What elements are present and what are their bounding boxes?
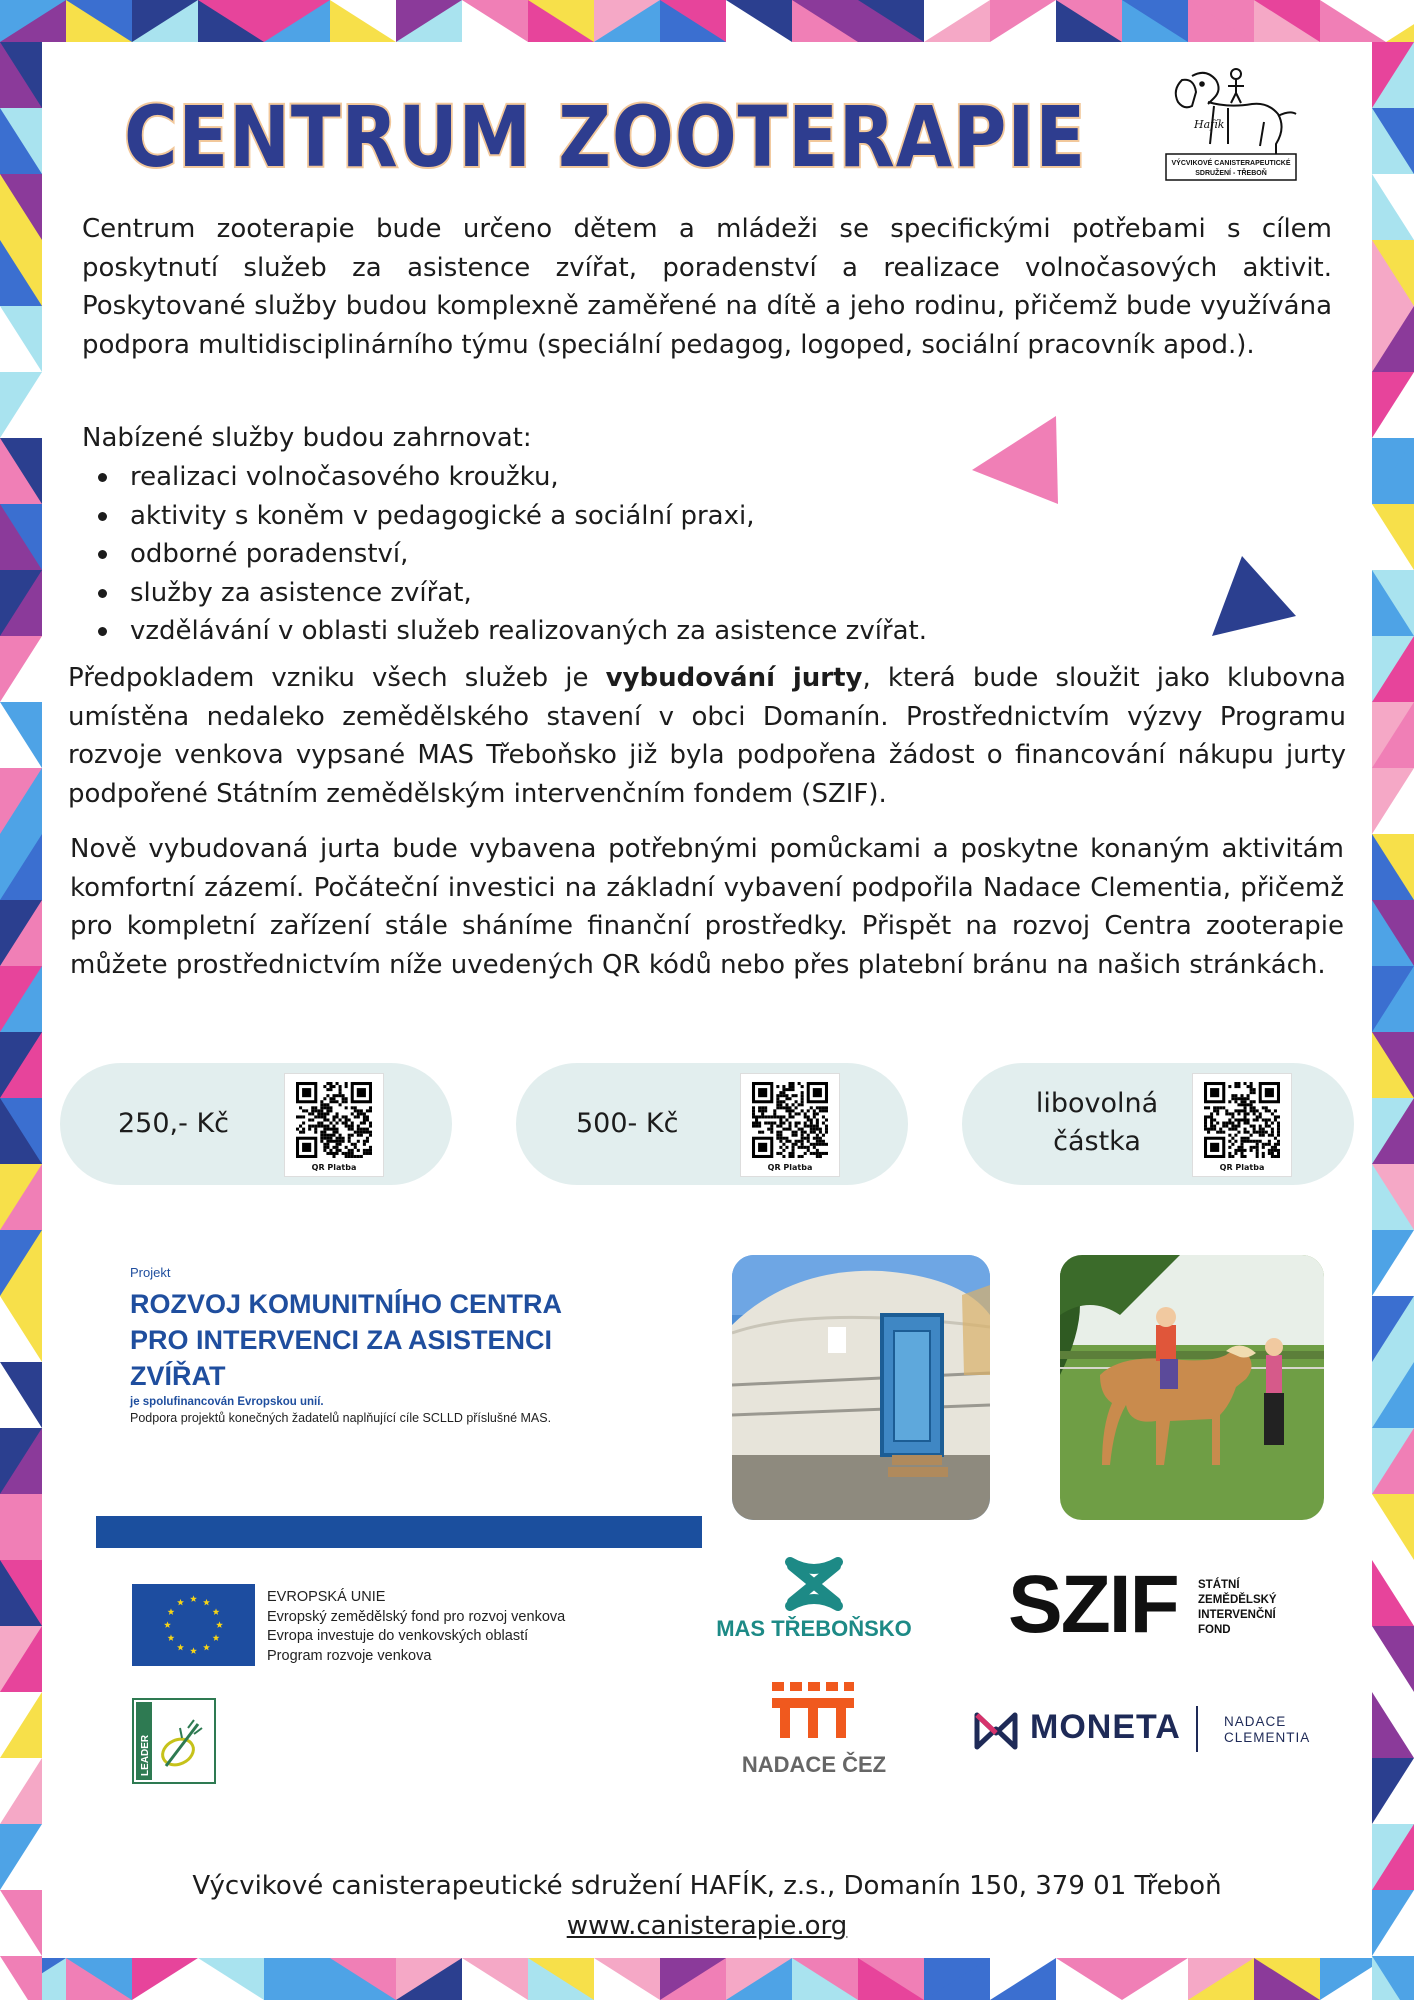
eu-text	[267, 1588, 565, 1666]
equipment-paragraph: Nově vybudovaná jurta bude vybavena potřebnými pomůckami a poskytne konaným aktivitám komfortní zázemí. Počáteční investici na základní vybavení podpořila Nadace Clementia, přičemž pro kompletní zařízení stále sháníme finanční prostředky. Přispět na rozvoj Centra zooterapie můžete prostřednictvím níže uvedených QR kódů nebo přes platební bránu na našich stránkách.	[70, 834, 1344, 980]
footer-address: Výcvikové canisterapeutické sdružení HAFÍK, z.s., Domanín 150, 379 01 Třeboň	[192, 1871, 1222, 1901]
leader-logo	[132, 1698, 216, 1784]
szif-line3: INTERVENČNÍ	[1198, 1609, 1276, 1621]
list-item-text: aktivity s koněm v pedagogické a sociální praxi,	[130, 500, 755, 531]
project-title-line2: PRO INTERVENCI ZA ASISTENCI	[130, 1325, 553, 1355]
donation-500[interactable]	[516, 1063, 908, 1185]
donation-amount: 250,- Kč	[118, 1108, 229, 1139]
navy-triangle-decoration	[1206, 552, 1302, 638]
qr-label: QR Platba	[1219, 1163, 1265, 1172]
jurta-text-bold: vybudování jurty	[605, 663, 863, 693]
list-item	[82, 535, 1082, 574]
donation-amount-line1: libovolná	[1035, 1088, 1159, 1119]
hafik-logo	[1162, 62, 1300, 186]
moneta-logo-icon	[973, 1707, 1019, 1753]
qr-code[interactable]	[284, 1073, 384, 1177]
nadace-cez-name: NADACE ČEZ	[741, 1752, 887, 1777]
list-item	[82, 497, 1082, 536]
project-blue-bar	[96, 1516, 702, 1548]
szif-line4: FOND	[1198, 1624, 1231, 1636]
bullet-icon	[98, 589, 107, 598]
moneta-line1: NADACE	[1224, 1714, 1287, 1729]
szif-line2: ZEMĚDĚLSKÝ	[1198, 1594, 1277, 1606]
eu-flag-icon	[132, 1584, 255, 1666]
donation-custom[interactable]	[962, 1063, 1354, 1185]
project-title	[130, 1286, 710, 1394]
qr-label: QR Platba	[767, 1163, 813, 1172]
list-item-text: odborné poradenství,	[130, 539, 409, 569]
szif-logo-word: SZIF	[1008, 1559, 1178, 1650]
qr-code-icon	[752, 1082, 828, 1158]
bullet-icon	[98, 627, 107, 636]
bullet-icon	[98, 512, 107, 521]
list-item-text: vzdělávání v oblasti služeb realizovaných za asistence zvířat.	[130, 616, 928, 646]
project-info	[130, 1265, 710, 1425]
nadace-cez-logo	[770, 1680, 856, 1742]
leader-label: LEADER	[140, 1734, 151, 1776]
nadace-clementia-name	[1224, 1714, 1310, 1746]
intro-paragraph: Centrum zooterapie bude určeno dětem a mládeži se specifickými potřebami s cílem poskytnutí služeb za asistence zvířat, poradenství a realizace volnočasových aktivit. Poskytované služby budou komplexně zaměřené na dítě a jeho rodinu, přičemž bude využívána podpora multidisciplinárního týmu (speciální pedagog, logoped, sociální pracovník apod.).	[82, 214, 1332, 360]
list-item-text: služby za asistence zvířat,	[130, 577, 472, 608]
services-heading: Nabízené služby budou zahrnovat:	[82, 423, 532, 453]
eu-line3: Evropa investuje do venkovských oblastí	[267, 1628, 529, 1644]
website-link[interactable]: www.canisterapie.org	[566, 1911, 848, 1941]
jurta-text-after: , která bude sloužit jako klubovna umístěna nedaleko zemědělského stavení v obci Domanín. Prostřednictvím výzvy Programu rozvoje venkova vypsané MAS Třeboňsko již byla podpořena žádost o financování nákupu jurty podpořené Státním zemědělským intervenčním fondem (SZIF).	[68, 663, 1346, 809]
project-title-line1: ROZVOJ KOMUNITNÍHO CENTRA	[130, 1289, 562, 1319]
moneta-word: MONETA	[1030, 1708, 1181, 1746]
project-cofinance: je spolufinancován Evropskou unií.	[130, 1396, 324, 1408]
donation-amount	[1022, 1085, 1172, 1161]
szif-line1: STÁTNÍ	[1198, 1579, 1240, 1591]
qr-label: QR Platba	[311, 1163, 357, 1172]
qr-code-icon	[296, 1082, 372, 1158]
logo-caption-line1: VÝCVIKOVÉ CANISTERAPEUTICKÉ	[1171, 160, 1291, 167]
dog-icon	[1176, 69, 1296, 156]
logo-caption-line2: SDRUŽENÍ - TŘEBOŇ	[1195, 170, 1267, 177]
jurta-text-before: Předpokladem vzniku všech služeb je	[68, 663, 606, 693]
szif-subtitle	[1198, 1578, 1277, 1638]
logo-script-name: Hafík	[1194, 118, 1225, 131]
project-support: Podpora projektů konečných žadatelů naplňující cíle SCLLD příslušné MAS.	[130, 1411, 552, 1425]
yurt-photo	[732, 1255, 990, 1520]
page-title-text: CENTRUM ZOOTERAPIE	[124, 88, 1086, 186]
qr-code[interactable]	[740, 1073, 840, 1177]
mas-trebonsko-name: MAS TŘEBOŇSKO	[716, 1616, 912, 1641]
eu-line4: Program rozvoje venkova	[267, 1647, 432, 1664]
horse-photo	[1060, 1255, 1324, 1520]
list-item	[82, 612, 1082, 651]
bullet-icon	[98, 550, 107, 559]
eu-line2: Evropský zemědělský fond pro rozvoj venkova	[267, 1608, 566, 1625]
list-item	[82, 574, 1082, 613]
qr-code[interactable]	[1192, 1073, 1292, 1177]
services-list	[82, 458, 1082, 651]
donation-amount-line2: částka	[1053, 1126, 1141, 1157]
list-item	[82, 458, 1082, 497]
page-title	[118, 78, 1098, 188]
donation-amount: 500- Kč	[576, 1108, 679, 1139]
moneta-line2: CLEMENTIA	[1224, 1730, 1311, 1745]
moneta-divider	[1196, 1706, 1198, 1752]
list-item-text: realizaci volnočasového kroužku,	[130, 462, 559, 492]
mas-cross-icon	[790, 1562, 838, 1606]
donation-250[interactable]	[60, 1063, 452, 1185]
project-label: Projekt	[130, 1265, 171, 1280]
bullet-icon	[98, 473, 107, 482]
eu-line1: EVROPSKÁ UNIE	[267, 1589, 386, 1605]
jurta-paragraph	[68, 659, 1346, 813]
project-title-line3: ZVÍŘAT	[130, 1361, 226, 1391]
qr-code-icon	[1204, 1082, 1280, 1158]
